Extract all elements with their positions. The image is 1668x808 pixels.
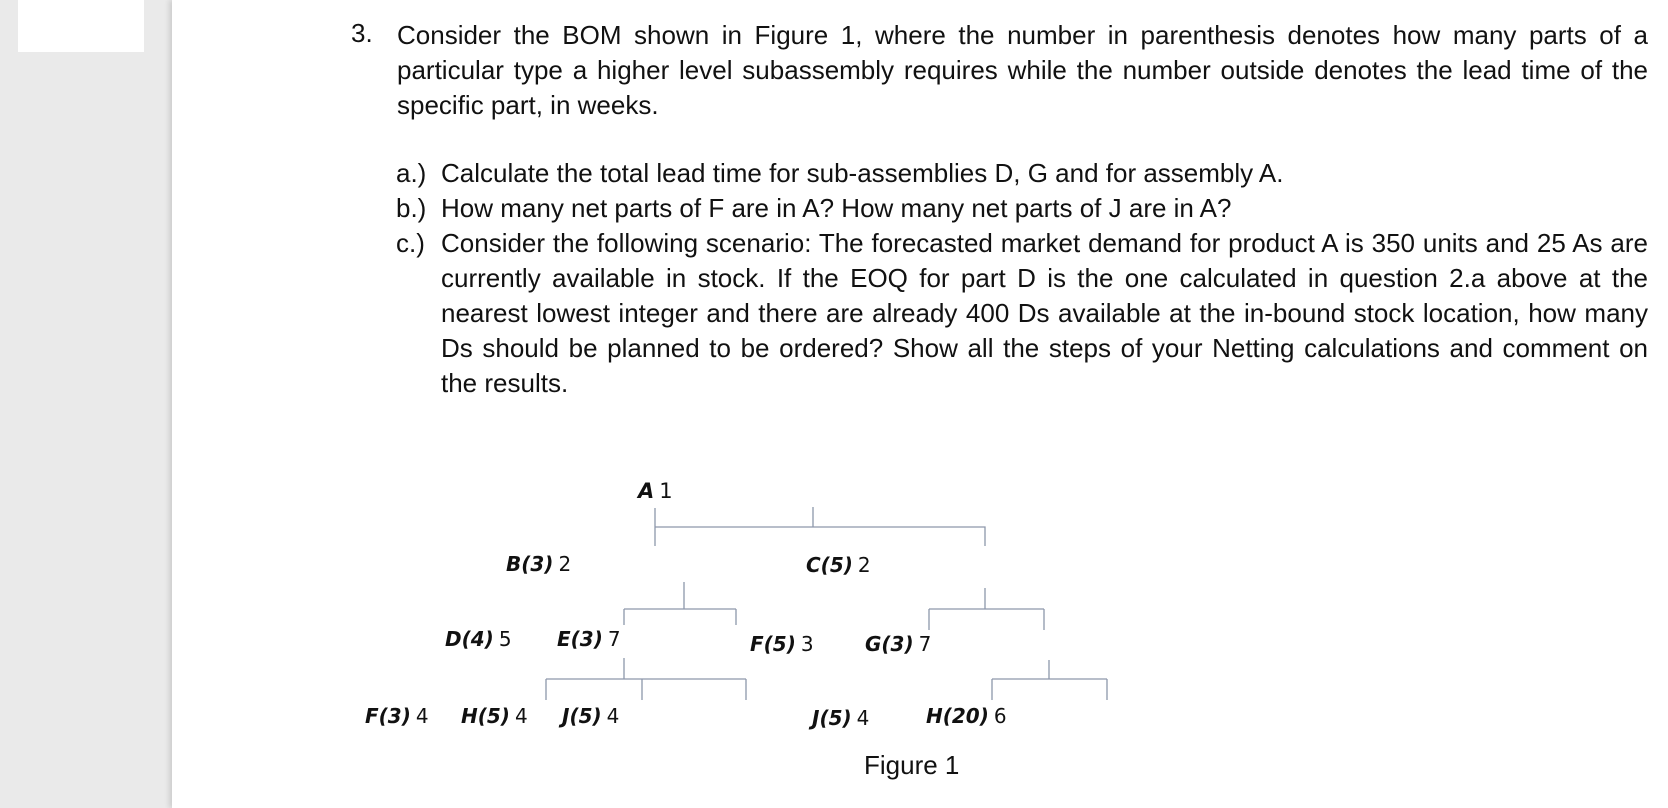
node-d [445,627,512,651]
page-thumbnail[interactable] [18,0,144,52]
node-j-under-g-lead-time: 4 [856,706,870,730]
node-h-under-g [926,704,1007,728]
node-a-code: A [638,479,655,503]
node-c-code: C(5) [806,553,853,577]
part-c-label: c.) [396,228,425,258]
node-j-under-d [558,704,619,728]
node-g-lead-time: 7 [918,632,932,656]
node-e-lead-time: 7 [607,627,621,651]
node-j-under-d-code: J(5) [562,704,602,728]
figure-caption: Figure 1 [864,750,960,780]
part-c-text: Consider the following scenario: The forecasted market demand for product A is 350 units and 25 As are currently available in stock. If the EOQ for part D is the one calculated in question 2.a above at the nearest lowest integer and there are already 400 Ds available at the in-bound stock location, how many Ds should be planned to be ordered? Show all the steps of your Netting calculations and comment on the results. [441,228,1648,398]
node-a-lead-time: 1 [659,479,673,503]
node-e-code: E(3) [557,627,603,651]
node-a [636,479,673,503]
node-f-under-d-lead-time: 4 [415,704,429,728]
document-page [172,0,1668,808]
node-g-code: G(3) [865,632,914,656]
connector-a [655,507,985,546]
part-a-text: Calculate the total lead time for sub-assemblies D, G and for assembly A. [441,158,1284,188]
node-b-lead-time: 2 [558,552,572,576]
bom-connectors [546,507,1107,700]
connector-g [992,660,1107,700]
node-d-lead-time: 5 [498,627,512,651]
node-f-under-c [750,632,814,656]
part-b-text: How many net parts of F are in A? How many net parts of J are in A? [441,193,1232,223]
question-number: 3. [351,18,373,48]
node-h-under-g-code: H(20) [926,704,989,728]
node-f-under-c-code: F(5) [750,632,796,656]
node-f-under-d-code: F(3) [365,704,411,728]
node-b-code: B(3) [506,552,554,576]
connector-c [929,588,1044,630]
node-j-under-d-lead-time: 4 [606,704,620,728]
node-c-lead-time: 2 [857,553,871,577]
node-g [865,632,931,656]
node-e [557,627,621,651]
node-j-under-g [808,706,869,730]
node-f-under-c-lead-time: 3 [800,632,814,656]
node-j-under-g-code: J(5) [812,706,852,730]
part-b-label: b.) [396,193,427,223]
node-c [806,553,871,577]
node-h-under-d-code: H(5) [461,704,510,728]
question-stem: Consider the BOM shown in Figure 1, where the number in parenthesis denotes how many parts of a particular type a higher level subassembly requires while the number outside denotes the lead time of the specific part, in weeks. [397,20,1648,120]
bom-tree-diagram [172,0,1668,808]
node-b [506,552,571,576]
node-h-under-d [461,704,528,728]
connector-b [624,582,736,625]
node-h-under-d-lead-time: 4 [514,704,528,728]
node-h-under-g-lead-time: 6 [993,704,1007,728]
part-a-label: a.) [396,158,427,188]
node-f-under-d [365,704,429,728]
connector-d [546,658,746,700]
node-d-code: D(4) [445,627,494,651]
